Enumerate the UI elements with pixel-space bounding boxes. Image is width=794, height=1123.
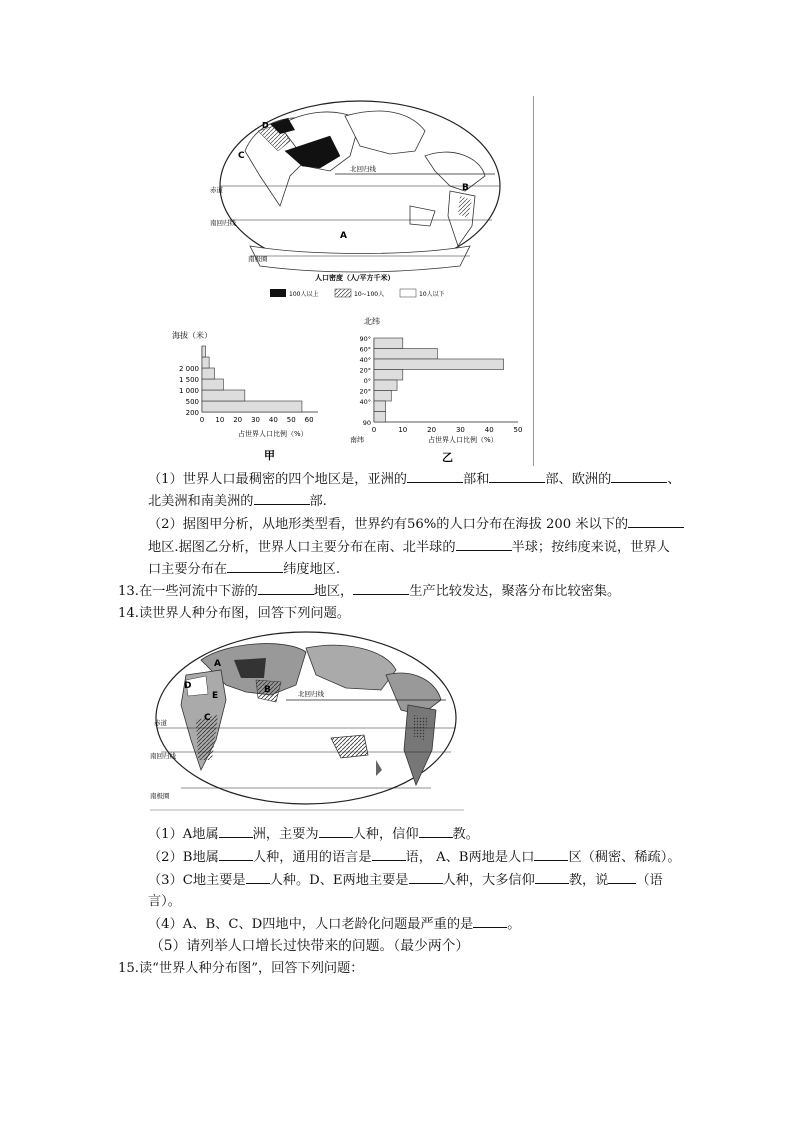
bar [374,401,386,412]
q15-title: 15.读“世界人种分布图”，回答下列问题： [118,961,364,976]
tropic-cancer-label: 北回归线 [350,165,376,173]
q12-line-1 [148,468,680,491]
q14-line-6: （5）请列举人口增长过快带来的问题。（最少两个） [150,938,470,954]
q14-p4a: （4）A、B、C、D四地中，人口老龄化问题最严重的是 [148,917,474,932]
bar [202,368,214,379]
chart-yi-title: 乙 [442,451,453,464]
tick-label: 0° [363,377,371,385]
bar [202,346,206,357]
x-tick-label: 40 [268,416,278,424]
x-tick-label: 30 [455,426,465,434]
tick-label: 90° [359,335,371,343]
latitude-population-chart [348,312,533,464]
chart-yi-ylabel-bottom: 南纬 [350,436,364,444]
map1-label-d: D [262,121,269,130]
tropic-capricorn-label: 南回归线 [210,219,236,227]
q12-p1f: 部. [309,494,327,509]
blank[interactable] [611,468,667,483]
tick-label: 40° [359,356,371,364]
q14-p2a: （2）B地属 [148,850,219,865]
q12-p2e: 纬度地区. [283,562,341,577]
map2-tropic-cancer: 北回归线 [298,690,324,698]
bar [374,380,397,391]
legend-item-medium: 10~100人 [354,291,385,298]
q12-p1e: 北美洲和南美洲的 [148,494,254,509]
x-tick-label: 0 [371,426,377,434]
q12-p2d: 口主要分布在 [148,562,228,577]
blank[interactable] [473,913,507,928]
x-tick-label: 50 [513,426,523,434]
map2-antarctic: 南极圈 [150,792,170,800]
tick-label: 90 [362,419,371,427]
blank[interactable] [372,846,406,861]
q14-p3c: 人种，大多信仰 [442,873,535,888]
bar [374,370,403,381]
q14-line-1 [148,823,479,846]
chart-yi-xlabel: 占世界人口比例（%） [428,436,498,444]
tick-label: 200 [185,409,199,417]
equator-label: 赤道 [210,186,223,194]
q14-p2d: 区（稠密、稀疏）。 [568,850,681,865]
figure1-right-border [533,96,534,466]
blank[interactable] [227,558,283,573]
bar [374,338,403,349]
q14-p2c: 语， A、B两地是人口 [405,850,535,865]
tick-label: 1 500 [178,376,199,384]
x-tick-label: 50 [286,416,296,424]
bar [202,401,302,412]
chart-jia-ylabel: 海拔（米） [172,331,212,340]
q14-line-4: 言）。 [148,894,181,909]
q14-title: 14.读世界人种分布图，回答下列问题。 [118,606,350,621]
tick-label: 20° [359,366,371,375]
q12-p2c: 半球；按纬度来说，世界人 [511,540,670,555]
q12-p1c: 部、欧洲的 [545,472,612,487]
blank[interactable] [246,869,270,884]
blank[interactable] [534,846,568,861]
q12-line-2 [148,490,327,513]
map1-label-a: A [340,231,347,241]
bar [202,379,223,390]
q14-p3a: （3）C地主要是 [148,873,246,888]
bar [202,357,209,368]
chart-yi-ylabel-top: 北纬 [364,317,380,326]
tick-label: 40° [359,398,371,406]
q14-p3b: 人种。D、E两地主要是 [269,873,409,888]
q14-line-3 [148,869,663,892]
legend-swatch-sparse [400,289,416,297]
q12-p1d: 、 [667,472,681,487]
blank[interactable] [628,513,684,528]
q14-p1c: 人种，信仰 [352,827,419,842]
q14-p3d: 教，说 [568,873,609,888]
blank[interactable] [407,468,463,483]
map2-label-b: B [264,685,271,695]
q14-p1d: 教。 [452,827,479,842]
blank[interactable] [319,823,353,838]
tick-label: 500 [185,398,199,406]
q13-b: 地区， [313,584,354,599]
q14-p3e: （语 [636,873,663,888]
x-tick-label: 60 [304,416,314,424]
x-tick-label: 10 [398,426,408,434]
blank[interactable] [254,490,310,505]
bar [374,412,386,423]
chart-jia-xlabel: 占世界人口比例（%） [238,430,308,438]
blank[interactable] [456,536,512,551]
antarctic-label: 南极圈 [248,255,268,263]
q12-line-4 [148,536,670,559]
q13-line [118,580,620,603]
population-density-map [210,96,510,306]
blank[interactable] [353,580,409,595]
blank[interactable] [535,869,569,884]
map2-label-e: E [212,691,219,701]
bar [374,391,391,402]
legend-title: 人口密度（人/平方千米） [315,274,395,282]
q14-p1a: （1）A地属 [148,827,219,842]
q14-p1b: 洲，主要为 [252,827,319,842]
x-tick-label: 40 [484,426,494,434]
map2-equator: 赤道 [154,719,167,727]
map2-label-d: D [184,681,192,691]
x-tick-label: 20 [233,416,243,424]
q12-p1a: （1）世界人口最稠密的四个地区是，亚洲的 [148,472,407,487]
blank[interactable] [219,823,253,838]
altitude-population-chart [168,322,348,462]
blank[interactable] [219,846,253,861]
q13-a: 13.在一些河流中下游的 [118,584,258,599]
legend-swatch-dense [270,289,286,297]
blank[interactable] [489,468,545,483]
blank[interactable] [409,869,443,884]
q12-p1b: 部和 [462,472,490,487]
blank[interactable] [419,823,453,838]
legend-item-dense: 100人以上 [289,291,319,298]
blank[interactable] [608,869,636,884]
x-tick-label: 0 [199,416,205,424]
blank[interactable] [258,580,314,595]
tick-label: 2 000 [178,365,199,373]
q12-p2a: （2）据图甲分析，从地形类型看，世界约有56%的人口分布在海拔 200 米以下的 [148,517,629,532]
bar [202,390,245,401]
x-tick-label: 10 [215,416,225,424]
map2-label-a: A [214,659,221,669]
map2-label-c: C [204,713,211,723]
q12-line-5 [148,558,340,581]
bar [374,359,504,370]
q14-line-5 [148,913,520,936]
tick-label: 60° [359,345,371,354]
q13-c: 生产比较发达，聚落分布比较密集。 [409,584,621,599]
legend-swatch-medium [335,289,351,297]
q14-p4b: 。 [507,917,521,932]
q12-p2b: 地区.据图乙分析，世界人口主要分布在南、北半球的 [148,540,456,555]
map1-label-c: C [238,151,245,161]
q14-line-2 [148,846,681,869]
x-tick-label: 20 [427,426,437,434]
x-tick-label: 30 [251,416,260,424]
map2-tropic-capricorn: 南回归线 [150,752,176,760]
chart-jia-title: 甲 [264,449,275,462]
tick-label: 1 000 [178,387,199,395]
q12-line-3 [148,513,684,536]
bar [374,349,437,360]
q14-p2b: 人种，通用的语言是 [252,850,372,865]
map1-label-b: B [462,183,469,193]
tick-label: 20° [359,387,371,396]
race-distribution-map [146,630,466,812]
legend-item-sparse: 10人以下 [419,291,445,298]
